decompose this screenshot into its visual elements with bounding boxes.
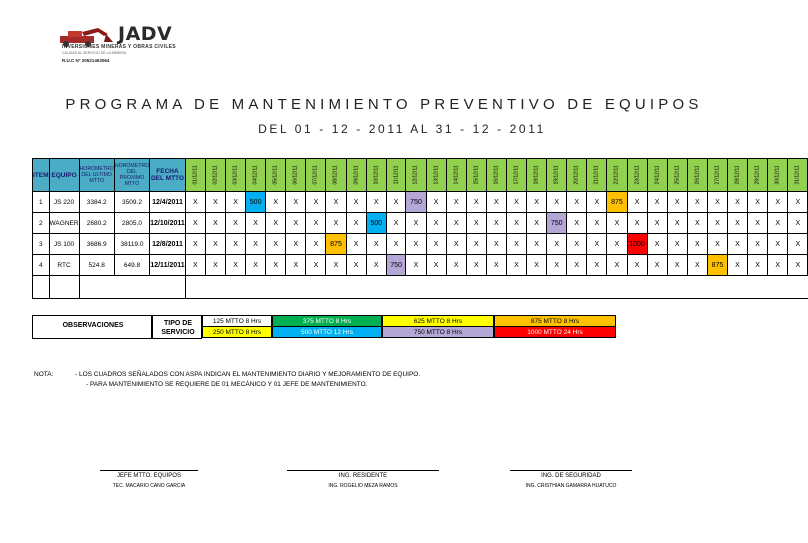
daily-mark-cell: X: [527, 192, 547, 213]
maintenance-cell: 875: [607, 192, 627, 213]
cell-fecha: 12/11/2011: [150, 255, 186, 276]
empty-cell: [788, 276, 808, 299]
day-header: [788, 159, 808, 192]
daily-mark-cell: X: [486, 213, 506, 234]
daily-mark-cell: X: [647, 255, 667, 276]
daily-mark-cell: X: [406, 255, 426, 276]
daily-mark-cell: X: [547, 192, 567, 213]
cell-equipo: RTC: [49, 255, 79, 276]
day-header: [627, 159, 647, 192]
daily-mark-cell: X: [788, 192, 808, 213]
daily-mark-cell: X: [286, 234, 306, 255]
page-title: PROGRAMA DE MANTENIMIENTO PREVENTIVO DE EQUIPOS: [65, 96, 703, 113]
daily-mark-cell: X: [286, 213, 306, 234]
empty-cell: [366, 276, 386, 299]
day-header: [607, 159, 627, 192]
daily-mark-cell: X: [185, 192, 205, 213]
empty-cell: [707, 276, 727, 299]
empty-cell: [79, 276, 114, 299]
daily-mark-cell: X: [286, 192, 306, 213]
daily-mark-cell: X: [768, 234, 788, 255]
day-label: 30/12/11: [774, 165, 781, 185]
day-header: [486, 159, 506, 192]
maintenance-cell: 875: [326, 234, 346, 255]
day-header: [768, 159, 788, 192]
daily-mark-cell: X: [627, 255, 647, 276]
daily-mark-cell: X: [547, 234, 567, 255]
day-header: [185, 159, 205, 192]
daily-mark-cell: X: [366, 255, 386, 276]
daily-mark-cell: X: [567, 192, 587, 213]
empty-cell: [587, 276, 607, 299]
daily-mark-cell: X: [366, 192, 386, 213]
daily-mark-cell: X: [587, 213, 607, 234]
empty-cell: [33, 276, 50, 299]
empty-cell: [406, 276, 426, 299]
daily-mark-cell: X: [306, 192, 326, 213]
legend-item: 750 MTTO 8 Hrs: [382, 326, 494, 338]
day-header: [386, 159, 406, 192]
daily-mark-cell: X: [346, 255, 366, 276]
daily-mark-cell: X: [306, 213, 326, 234]
daily-mark-cell: X: [426, 192, 446, 213]
daily-mark-cell: X: [748, 255, 768, 276]
daily-mark-cell: X: [346, 192, 366, 213]
empty-cell: [386, 276, 406, 299]
empty-cell: [205, 276, 225, 299]
day-header: [246, 159, 266, 192]
signature-name: ING. ROGELIO MEZA RAMOS: [328, 483, 398, 489]
daily-mark-cell: X: [527, 234, 547, 255]
day-header: [667, 159, 687, 192]
empty-cell: [547, 276, 567, 299]
empty-cell: [768, 276, 788, 299]
daily-mark-cell: X: [486, 255, 506, 276]
cell-hor-ultimo: 3686.9: [79, 234, 114, 255]
day-label: 18/12/11: [533, 165, 540, 185]
cell-equipo: WAGNER: [49, 213, 79, 234]
empty-cell: [647, 276, 667, 299]
daily-mark-cell: X: [788, 213, 808, 234]
daily-mark-cell: X: [266, 213, 286, 234]
daily-mark-cell: X: [607, 234, 627, 255]
daily-mark-cell: X: [446, 213, 466, 234]
daily-mark-cell: X: [687, 234, 707, 255]
maintenance-schedule-table: [32, 158, 808, 299]
day-label: 29/12/11: [754, 165, 761, 185]
maintenance-cell: 875: [707, 255, 727, 276]
empty-cell: [607, 276, 627, 299]
daily-mark-cell: X: [406, 213, 426, 234]
day-label: 06/12/11: [292, 165, 299, 185]
daily-mark-cell: X: [225, 192, 245, 213]
company-name: JADV: [118, 23, 173, 45]
daily-mark-cell: X: [205, 213, 225, 234]
daily-mark-cell: X: [687, 255, 707, 276]
daily-mark-cell: X: [727, 192, 747, 213]
daily-mark-cell: X: [446, 234, 466, 255]
daily-mark-cell: X: [346, 234, 366, 255]
daily-mark-cell: X: [246, 234, 266, 255]
cell-equipo: JS 100: [49, 234, 79, 255]
daily-mark-cell: X: [607, 255, 627, 276]
day-header: [727, 159, 747, 192]
signature-name: ING. CRISTHIAN GAMARRA HUATUCO: [525, 483, 617, 489]
empty-cell: [466, 276, 486, 299]
daily-mark-cell: X: [727, 255, 747, 276]
daily-mark-cell: X: [527, 255, 547, 276]
day-label: 12/12/11: [413, 165, 420, 185]
daily-mark-cell: X: [306, 234, 326, 255]
empty-cell: [306, 276, 326, 299]
day-header: [205, 159, 225, 192]
empty-cell: [185, 276, 205, 299]
day-label: 10/12/11: [373, 165, 380, 185]
empty-cell: [567, 276, 587, 299]
signature-title: JEFE MTTO. EQUIPOS: [117, 473, 181, 479]
legend-item: 875 MTTO 8 Hrs: [494, 315, 616, 327]
daily-mark-cell: X: [667, 192, 687, 213]
empty-cell: [506, 276, 526, 299]
legend-item: 125 MTTO 8 Hrs: [202, 315, 272, 327]
cell-equipo: JS 220: [49, 192, 79, 213]
daily-mark-cell: X: [667, 213, 687, 234]
empty-cell: [486, 276, 506, 299]
day-label: 31/12/11: [794, 165, 801, 185]
maintenance-cell: 750: [547, 213, 567, 234]
daily-mark-cell: X: [748, 234, 768, 255]
cell-item: 3: [33, 234, 50, 255]
company-subtitle: INVERSIONES MINERAS Y OBRAS CIVILES: [62, 44, 176, 50]
day-header: [426, 159, 446, 192]
daily-mark-cell: X: [346, 213, 366, 234]
day-label: 24/12/11: [654, 165, 661, 185]
day-label: 05/12/11: [272, 165, 279, 185]
day-header: [587, 159, 607, 192]
daily-mark-cell: X: [386, 234, 406, 255]
table-row: [33, 213, 808, 234]
day-header: [707, 159, 727, 192]
daily-mark-cell: X: [246, 255, 266, 276]
day-label: 16/12/11: [493, 165, 500, 185]
daily-mark-cell: X: [386, 213, 406, 234]
day-header: [366, 159, 386, 192]
daily-mark-cell: X: [185, 213, 205, 234]
daily-mark-cell: X: [506, 255, 526, 276]
day-label: 07/12/11: [312, 165, 319, 185]
empty-cell: [527, 276, 547, 299]
day-header: [266, 159, 286, 192]
daily-mark-cell: X: [587, 255, 607, 276]
table-row: [33, 234, 808, 255]
daily-mark-cell: X: [486, 234, 506, 255]
cell-fecha: 12/10/2011: [150, 213, 186, 234]
daily-mark-cell: X: [246, 213, 266, 234]
empty-cell: [727, 276, 747, 299]
signature-title: ING. RESIDENTE: [338, 473, 388, 479]
daily-mark-cell: X: [326, 255, 346, 276]
daily-mark-cell: X: [727, 213, 747, 234]
cell-item: 1: [33, 192, 50, 213]
day-header: [346, 159, 366, 192]
empty-cell: [286, 276, 306, 299]
daily-mark-cell: X: [587, 234, 607, 255]
day-label: 19/12/11: [553, 165, 560, 185]
day-header: [506, 159, 526, 192]
empty-cell: [266, 276, 286, 299]
day-header: [406, 159, 426, 192]
legend-item: 250 MTTO 8 Hrs: [202, 326, 272, 338]
daily-mark-cell: X: [185, 234, 205, 255]
day-label: 21/12/11: [593, 165, 600, 185]
legend-item: 625 MTTO 8 Hrs: [382, 315, 494, 327]
signature-name: TEC. MACARIO CANO GARCIA: [112, 483, 186, 489]
daily-mark-cell: X: [406, 234, 426, 255]
daily-mark-cell: X: [366, 234, 386, 255]
cell-hor-ultimo: 2680.2: [79, 213, 114, 234]
day-header: [286, 159, 306, 192]
ruc-number: R.U.C N° 20521463064: [62, 58, 110, 63]
header-horometro-ultimo: HOROMETRO DEL ULTIMO MTTO: [79, 159, 114, 192]
day-label: 03/12/11: [232, 165, 239, 185]
daily-mark-cell: X: [466, 192, 486, 213]
daily-mark-cell: X: [768, 213, 788, 234]
daily-mark-cell: X: [527, 213, 547, 234]
day-header: [225, 159, 245, 192]
day-label: 02/12/11: [212, 165, 219, 185]
daily-mark-cell: X: [386, 192, 406, 213]
day-label: 28/12/11: [734, 165, 741, 185]
daily-mark-cell: X: [266, 255, 286, 276]
daily-mark-cell: X: [567, 213, 587, 234]
day-label: 27/12/11: [714, 165, 721, 185]
daily-mark-cell: X: [768, 192, 788, 213]
daily-mark-cell: X: [768, 255, 788, 276]
day-label: 23/12/11: [634, 165, 641, 185]
empty-cell: [326, 276, 346, 299]
daily-mark-cell: X: [185, 255, 205, 276]
daily-mark-cell: X: [225, 255, 245, 276]
table-row: [33, 192, 808, 213]
empty-cell: [687, 276, 707, 299]
daily-mark-cell: X: [667, 255, 687, 276]
empty-cell: [426, 276, 446, 299]
maintenance-cell: 750: [406, 192, 426, 213]
maintenance-cell: 750: [386, 255, 406, 276]
day-label: 15/12/11: [473, 165, 480, 185]
day-header: [306, 159, 326, 192]
day-header: [326, 159, 346, 192]
daily-mark-cell: X: [748, 213, 768, 234]
daily-mark-cell: X: [205, 255, 225, 276]
empty-cell: [246, 276, 266, 299]
daily-mark-cell: X: [567, 234, 587, 255]
cell-fecha: 12/4/2011: [150, 192, 186, 213]
header-item: ITEM: [33, 159, 50, 192]
day-header: [567, 159, 587, 192]
day-label: 22/12/11: [613, 165, 620, 185]
day-header: [446, 159, 466, 192]
daily-mark-cell: X: [707, 192, 727, 213]
day-label: 26/12/11: [694, 165, 701, 185]
note-label: NOTA:: [34, 371, 54, 378]
daily-mark-cell: X: [306, 255, 326, 276]
daily-mark-cell: X: [647, 192, 667, 213]
observations-box: [32, 315, 152, 339]
empty-cell: [114, 276, 149, 299]
cell-hor-proximo: 2805.0: [114, 213, 149, 234]
empty-cell: [627, 276, 647, 299]
day-label: 08/12/11: [333, 165, 339, 185]
observations-label: OBSERVACIONES: [62, 322, 124, 329]
daily-mark-cell: X: [466, 213, 486, 234]
day-label: 11/12/11: [393, 165, 400, 185]
header-fecha: FECHA DEL MTTO: [150, 159, 186, 192]
note-line-1: - LOS CUADROS SEÑALADOS CON ASPA INDICAN EL MANTENIMIENTO DIARIO Y MEJORAMIENTO DE EQUIPO.: [75, 371, 421, 378]
daily-mark-cell: X: [647, 213, 667, 234]
daily-mark-cell: X: [627, 192, 647, 213]
day-label: 14/12/11: [453, 165, 460, 185]
daily-mark-cell: X: [788, 234, 808, 255]
legend-item: 1000 MTTO 24 Hrs: [494, 326, 616, 338]
day-header: [466, 159, 486, 192]
daily-mark-cell: X: [286, 255, 306, 276]
daily-mark-cell: X: [587, 192, 607, 213]
legend-item: 500 MTTO 12 Hrs: [272, 326, 382, 338]
daily-mark-cell: X: [707, 234, 727, 255]
day-header: [547, 159, 567, 192]
cell-hor-proximo: 38119.0: [114, 234, 149, 255]
day-header: [647, 159, 667, 192]
day-label: 17/12/11: [513, 165, 520, 185]
day-label: 25/12/11: [674, 165, 681, 185]
daily-mark-cell: X: [687, 192, 707, 213]
note-line-2: - PARA MANTENIMIENTO SE REQUIERE DE 01 MECÁNICO Y 01 JEFE DE MANTENIMIENTO.: [86, 381, 368, 388]
day-label: 13/12/11: [433, 165, 440, 185]
daily-mark-cell: X: [506, 234, 526, 255]
empty-cell: [225, 276, 245, 299]
daily-mark-cell: X: [506, 213, 526, 234]
daily-mark-cell: X: [426, 234, 446, 255]
header-equipo: EQUIPO: [49, 159, 79, 192]
daily-mark-cell: X: [266, 234, 286, 255]
signature-title: ING. DE SEGURIDAD: [541, 473, 601, 479]
legend-item: 375 MTTO 8 Hrs: [272, 315, 382, 327]
daily-mark-cell: X: [748, 192, 768, 213]
maintenance-cell: 1000: [627, 234, 647, 255]
daily-mark-cell: X: [727, 234, 747, 255]
day-header: [748, 159, 768, 192]
daily-mark-cell: X: [687, 213, 707, 234]
daily-mark-cell: X: [225, 234, 245, 255]
cell-hor-proximo: 3509.2: [114, 192, 149, 213]
empty-cell: [49, 276, 79, 299]
cell-item: 4: [33, 255, 50, 276]
day-header: [527, 159, 547, 192]
daily-mark-cell: X: [627, 213, 647, 234]
daily-mark-cell: X: [205, 192, 225, 213]
daily-mark-cell: X: [466, 255, 486, 276]
daily-mark-cell: X: [567, 255, 587, 276]
maintenance-cell: 500: [366, 213, 386, 234]
daily-mark-cell: X: [326, 213, 346, 234]
daily-mark-cell: X: [486, 192, 506, 213]
day-label: 09/12/11: [353, 165, 360, 185]
daily-mark-cell: X: [547, 255, 567, 276]
cell-item: 2: [33, 213, 50, 234]
daily-mark-cell: X: [788, 255, 808, 276]
day-label: 01/12/11: [192, 165, 199, 185]
empty-cell: [446, 276, 466, 299]
empty-row: [33, 276, 808, 299]
day-label: 04/12/11: [252, 165, 259, 185]
daily-mark-cell: X: [205, 234, 225, 255]
empty-cell: [667, 276, 687, 299]
empty-cell: [748, 276, 768, 299]
daily-mark-cell: X: [266, 192, 286, 213]
maintenance-cell: 500: [246, 192, 266, 213]
daily-mark-cell: X: [426, 255, 446, 276]
service-type-label: TIPO DE SERVICIO: [161, 320, 195, 336]
daily-mark-cell: X: [466, 234, 486, 255]
daily-mark-cell: X: [446, 192, 466, 213]
company-tagline: CALIDAD AL SERVICIO DE LA MINERIA: [62, 51, 127, 55]
daily-mark-cell: X: [326, 192, 346, 213]
cell-hor-ultimo: 524.8: [79, 255, 114, 276]
day-header: [687, 159, 707, 192]
daily-mark-cell: X: [647, 234, 667, 255]
cell-hor-proximo: 649.8: [114, 255, 149, 276]
period-range: DEL 01 - 12 - 2011 AL 31 - 12 - 2011: [258, 122, 546, 136]
daily-mark-cell: X: [607, 213, 627, 234]
cell-fecha: 12/8/2011: [150, 234, 186, 255]
empty-cell: [346, 276, 366, 299]
cell-hor-ultimo: 3384.2: [79, 192, 114, 213]
service-type-box: [152, 315, 202, 339]
empty-cell: [150, 276, 186, 299]
header-horometro-proximo: HOROMETRO DEL PROXIMO MTTO: [114, 159, 149, 192]
daily-mark-cell: X: [667, 234, 687, 255]
daily-mark-cell: X: [707, 213, 727, 234]
daily-mark-cell: X: [225, 213, 245, 234]
day-label: 20/12/11: [573, 165, 580, 185]
daily-mark-cell: X: [446, 255, 466, 276]
daily-mark-cell: X: [506, 192, 526, 213]
daily-mark-cell: X: [426, 213, 446, 234]
table-row: [33, 255, 808, 276]
